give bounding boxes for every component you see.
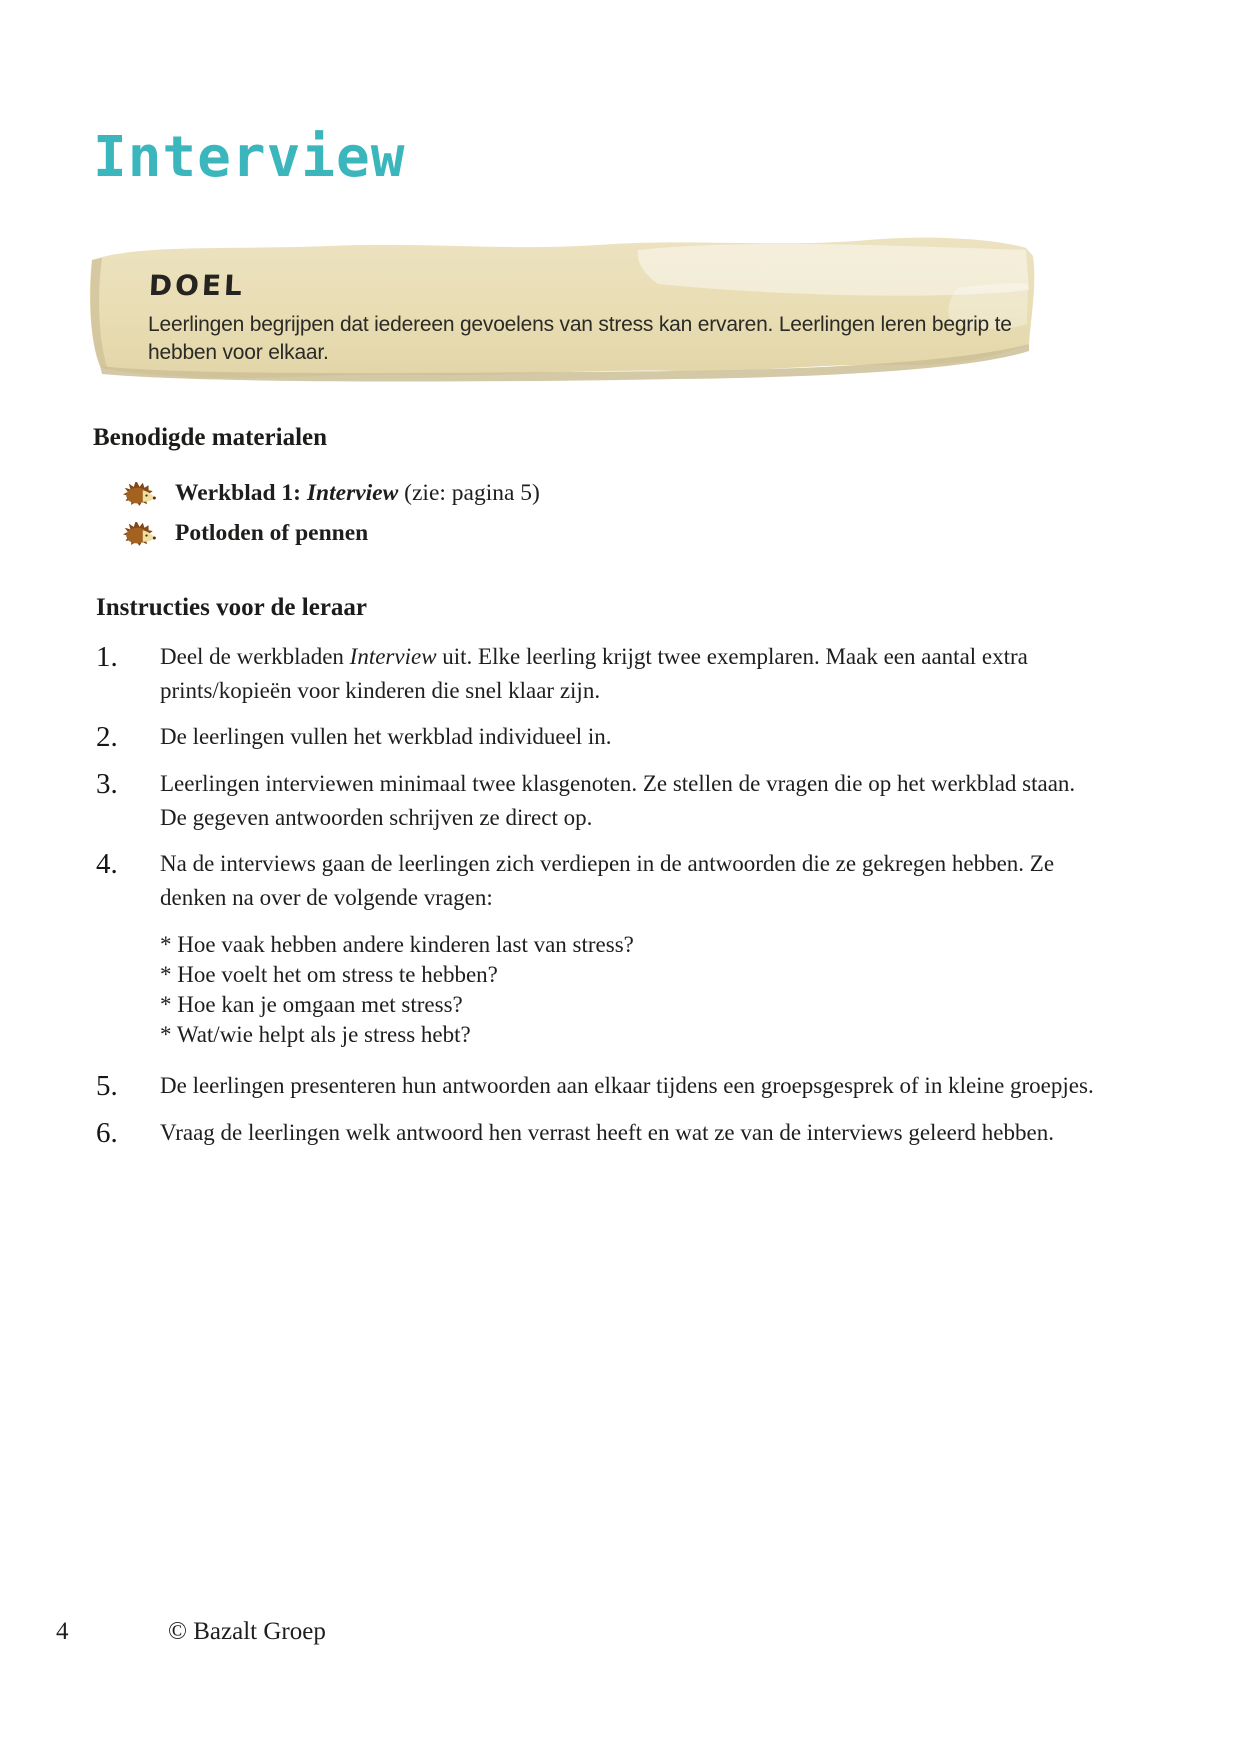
instruction-number: 4. — [96, 848, 118, 880]
goal-text: Leerlingen begrijpen dat iedereen gevoelens van stress kan ervaren. Leerlingen leren begrip te hebben voor elkaar. — [148, 313, 1012, 364]
reflection-question: * Hoe kan je omgaan met stress? — [160, 992, 463, 1017]
material-label — [175, 480, 540, 507]
instruction-text: Leerlingen interviewen minimaal twee klasgenoten. Ze stellen de vragen die op het werkblad staan. De gegeven antwoorden schrijven ze direct op. — [160, 771, 1076, 830]
instruction-number: 2. — [96, 721, 118, 753]
instruction-text-pre: Deel de werkbladen — [160, 644, 350, 669]
reflection-question: * Hoe vaak hebben andere kinderen last van stress? — [160, 932, 634, 957]
page-title: Interview — [93, 125, 406, 190]
page-number: 4 — [56, 1618, 69, 1645]
copyright-notice: © Bazalt Groep — [168, 1618, 326, 1645]
material-italic-text: Interview — [306, 479, 399, 506]
instruction-item — [93, 720, 1103, 754]
hedgehog-icon — [123, 481, 156, 506]
instruction-item — [93, 767, 1103, 834]
instruction-item — [93, 847, 1103, 1056]
materials-list — [123, 473, 540, 553]
instruction-number: 6. — [96, 1117, 118, 1149]
reflection-questions — [160, 930, 1103, 1050]
goal-content — [148, 270, 1013, 367]
instructions-list — [93, 640, 1103, 1163]
instruction-text — [160, 847, 1103, 1056]
material-item — [123, 473, 540, 513]
instruction-text — [160, 640, 1103, 707]
instruction-text: De leerlingen vullen het werkblad individueel in. — [160, 724, 612, 749]
material-bold-text: Potloden of pennen — [175, 519, 369, 546]
instruction-item — [93, 1116, 1103, 1150]
instruction-text-italic: Interview — [349, 644, 437, 669]
reflection-question: * Wat/wie helpt als je stress hebt? — [160, 1022, 471, 1047]
instruction-text: De leerlingen presenteren hun antwoorden aan elkaar tijdens een groepsgesprek of in kleine groepjes. — [160, 1073, 1094, 1098]
instruction-item — [93, 1069, 1103, 1103]
reflection-question: * Hoe voelt het om stress te hebben? — [160, 962, 498, 987]
instruction-text-main: Na de interviews gaan de leerlingen zich verdiepen in de antwoorden die ze gekregen hebben. Ze denken na over de volgende vragen: — [160, 851, 1055, 910]
instruction-item — [93, 640, 1103, 707]
instructions-heading: Instructies voor de leraar — [96, 594, 368, 621]
instruction-number: 3. — [96, 768, 118, 800]
instruction-text: Vraag de leerlingen welk antwoord hen verrast heeft en wat ze van de interviews geleerd hebben. — [160, 1120, 1054, 1145]
materials-heading: Benodigde materialen — [93, 424, 328, 451]
goal-heading: DOEL — [148, 269, 246, 302]
material-rest-text: (zie: pagina 5) — [398, 479, 540, 506]
hedgehog-icon — [123, 521, 156, 546]
material-bold-text: Werkblad 1: — [175, 479, 307, 506]
material-label — [175, 520, 368, 547]
material-item — [123, 513, 540, 553]
instruction-text-post: uit. Elke leerling krijgt twee exemplaren. Maak een aantal extra prints/kopieën voor kinderen die snel klaar zijn. — [160, 644, 1028, 703]
instruction-number: 5. — [96, 1070, 118, 1102]
instruction-number: 1. — [96, 641, 118, 673]
goal-banner — [78, 224, 1040, 392]
